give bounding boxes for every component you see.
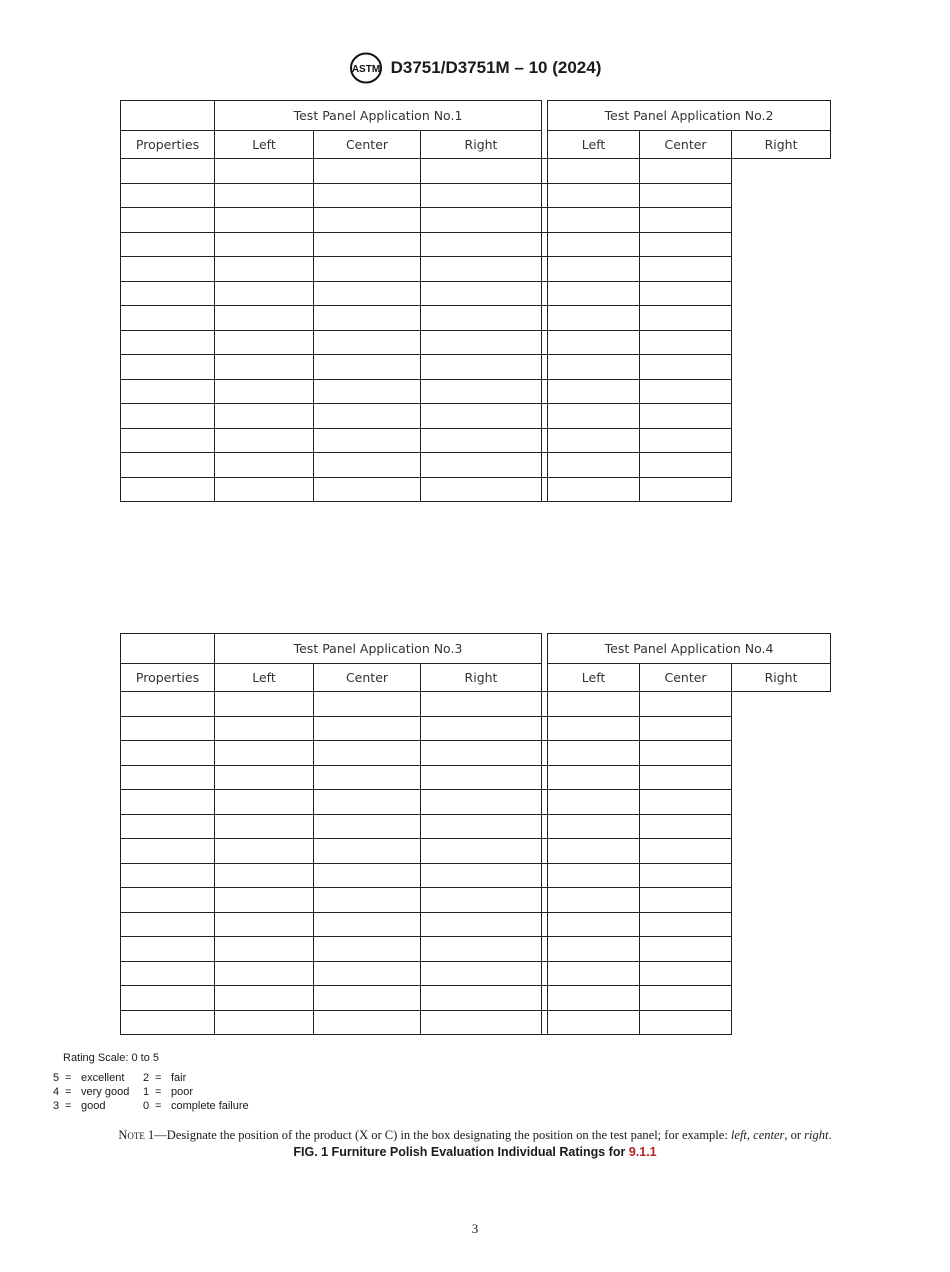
table-cell [314, 814, 421, 839]
page-header [0, 52, 950, 84]
column-header: Right [732, 131, 831, 159]
table-cell [640, 159, 732, 184]
table-cell [215, 428, 314, 453]
table-cell [548, 1010, 640, 1035]
equals-sign: = [65, 1086, 72, 1098]
table-cell [215, 281, 314, 306]
note-1: Note 1—Designate the position of the product (X or C) in the box designating the position on the test panel; for example: left, center, or right. [118, 1128, 832, 1142]
note-example-left: left [730, 1128, 747, 1142]
equals-sign: = [65, 1072, 72, 1084]
table-cell [421, 183, 542, 208]
table-cell [548, 379, 640, 404]
table-cell [640, 888, 732, 913]
table-row [121, 477, 831, 502]
table-cell [121, 986, 215, 1011]
column-header: Right [732, 664, 831, 692]
table-cell [640, 692, 732, 717]
column-header: Properties [121, 131, 215, 159]
table-cell [215, 379, 314, 404]
table-cell [640, 839, 732, 864]
table-cell [215, 741, 314, 766]
table-cell [421, 208, 542, 233]
svg-text:ASTM: ASTM [351, 64, 380, 75]
table-row [121, 790, 831, 815]
panel-header: Test Panel Application No.3 [215, 634, 542, 664]
table-row [121, 839, 831, 864]
table-row [121, 961, 831, 986]
empty-corner-cell [121, 634, 215, 664]
table-cell [314, 863, 421, 888]
table-cell [314, 330, 421, 355]
table-cell [548, 306, 640, 331]
table-cell [640, 379, 732, 404]
table-row [121, 379, 831, 404]
table-cell [215, 839, 314, 864]
table-cell [215, 716, 314, 741]
table-cell [548, 912, 640, 937]
table-row [121, 765, 831, 790]
table-cell [121, 330, 215, 355]
note-number: 1 [148, 1128, 155, 1142]
table-cell [314, 306, 421, 331]
table-cell [421, 888, 542, 913]
table-row [121, 814, 831, 839]
table-cell [215, 355, 314, 380]
table-cell [314, 404, 421, 429]
table-cell [314, 765, 421, 790]
table-cell [640, 790, 732, 815]
rating-number: 0 [143, 1100, 150, 1112]
table-cell [121, 355, 215, 380]
table-cell [421, 306, 542, 331]
table-cell [421, 379, 542, 404]
table-cell [314, 208, 421, 233]
table-cell [640, 330, 732, 355]
table-cell [215, 477, 314, 502]
table-cell [314, 428, 421, 453]
rating-label: poor [171, 1086, 194, 1098]
table-cell [314, 888, 421, 913]
rating-number: 2 [143, 1072, 150, 1084]
table-cell [421, 765, 542, 790]
rating-label: very good [81, 1086, 130, 1098]
table-cell [548, 716, 640, 741]
table-cell [314, 355, 421, 380]
table-cell [640, 986, 732, 1011]
table-cell [421, 790, 542, 815]
table-cell [640, 306, 732, 331]
astm-logo-icon [349, 52, 383, 84]
rating-number: 3 [53, 1100, 60, 1112]
rating-scale-legend [53, 1071, 249, 1113]
table-cell [314, 1010, 421, 1035]
table-cell [121, 937, 215, 962]
table-cell [215, 1010, 314, 1035]
table-cell [548, 961, 640, 986]
table-cell [640, 1010, 732, 1035]
table-row [121, 937, 831, 962]
table-cell [215, 183, 314, 208]
table-cell [421, 741, 542, 766]
ratings-table-2 [120, 633, 831, 1035]
table-row [121, 453, 831, 478]
table-cell [121, 232, 215, 257]
table-cell [640, 765, 732, 790]
table-cell [421, 232, 542, 257]
table-cell [314, 257, 421, 282]
table-cell [215, 404, 314, 429]
table-cell [215, 912, 314, 937]
panel-header: Test Panel Application No.1 [215, 101, 542, 131]
table-cell [640, 453, 732, 478]
column-header: Left [215, 664, 314, 692]
table-cell [640, 477, 732, 502]
table-cell [421, 453, 542, 478]
table-cell [548, 183, 640, 208]
table-cell [314, 477, 421, 502]
table-cell [548, 814, 640, 839]
column-header: Left [548, 131, 640, 159]
table-cell [640, 428, 732, 453]
table-cell [121, 281, 215, 306]
table-row [121, 281, 831, 306]
table-row [121, 741, 831, 766]
table-cell [640, 257, 732, 282]
table-cell [640, 281, 732, 306]
table-cell [121, 912, 215, 937]
table-cell [548, 937, 640, 962]
column-header: Left [215, 131, 314, 159]
table-row [121, 208, 831, 233]
table-cell [548, 232, 640, 257]
equals-sign: = [155, 1100, 162, 1112]
table-cell [314, 986, 421, 1011]
table-cell [215, 863, 314, 888]
table-cell [548, 888, 640, 913]
table-cell [548, 330, 640, 355]
table-cell [421, 477, 542, 502]
figure-caption [0, 1145, 950, 1159]
table-cell [314, 453, 421, 478]
table-cell [121, 257, 215, 282]
table-cell [548, 404, 640, 429]
table-row [121, 716, 831, 741]
table-cell [640, 937, 732, 962]
table-cell [548, 355, 640, 380]
table-cell [121, 306, 215, 331]
table-cell [314, 232, 421, 257]
table-cell [121, 404, 215, 429]
column-header: Center [314, 131, 421, 159]
table-cell [121, 741, 215, 766]
table-cell [121, 863, 215, 888]
table-cell [314, 937, 421, 962]
table-row [121, 330, 831, 355]
table-cell [121, 765, 215, 790]
table-cell [548, 257, 640, 282]
equals-sign: = [65, 1100, 72, 1112]
equals-sign: = [155, 1072, 162, 1084]
table-cell [121, 839, 215, 864]
column-header: Center [314, 664, 421, 692]
column-header: Center [640, 131, 732, 159]
table-cell [215, 208, 314, 233]
table-cell [215, 814, 314, 839]
table-cell [314, 183, 421, 208]
table-row [121, 863, 831, 888]
table-cell [121, 159, 215, 184]
table-cell [548, 765, 640, 790]
table-cell [314, 839, 421, 864]
note-example-center: center [753, 1128, 785, 1142]
table-cell [121, 716, 215, 741]
table-cell [640, 814, 732, 839]
table-cell [421, 986, 542, 1011]
table-cell [548, 986, 640, 1011]
table-cell [215, 453, 314, 478]
table-cell [121, 790, 215, 815]
table-cell [121, 208, 215, 233]
table-cell [314, 692, 421, 717]
table-cell [121, 888, 215, 913]
table-cell [121, 477, 215, 502]
table-cell [121, 379, 215, 404]
table-cell [421, 961, 542, 986]
column-header: Left [548, 664, 640, 692]
table-cell [548, 692, 640, 717]
note-text: —Designate the position of the product (X or C) in the box designating the position on the test panel; for example: [154, 1128, 731, 1142]
table-cell [215, 937, 314, 962]
table-cell [548, 453, 640, 478]
table-cell [640, 961, 732, 986]
table-cell [215, 692, 314, 717]
table-row [121, 912, 831, 937]
table-cell [640, 355, 732, 380]
rating-number: 1 [143, 1086, 150, 1098]
table-cell [421, 692, 542, 717]
table-cell [215, 257, 314, 282]
note-example-right: right [804, 1128, 829, 1142]
rating-label: good [81, 1100, 106, 1112]
rating-label: complete failure [171, 1100, 249, 1112]
table-cell [640, 232, 732, 257]
table-cell [314, 716, 421, 741]
table-cell [548, 428, 640, 453]
table-cell [121, 814, 215, 839]
table-cell [640, 716, 732, 741]
rating-scale-title: Rating Scale: 0 to 5 [63, 1052, 160, 1064]
table-row [121, 1010, 831, 1035]
table-cell [421, 839, 542, 864]
table-cell [215, 330, 314, 355]
table-cell [548, 741, 640, 766]
table-cell [421, 428, 542, 453]
note-label: Note [118, 1128, 145, 1142]
column-header: Right [421, 131, 542, 159]
table-cell [640, 183, 732, 208]
table-cell [215, 232, 314, 257]
table-cell [314, 912, 421, 937]
column-header: Properties [121, 664, 215, 692]
table-cell [548, 159, 640, 184]
table-cell [548, 477, 640, 502]
table-cell [121, 183, 215, 208]
table-cell [421, 937, 542, 962]
table-cell [121, 961, 215, 986]
table-cell [314, 379, 421, 404]
column-header: Center [640, 664, 732, 692]
table-cell [421, 404, 542, 429]
table-cell [421, 355, 542, 380]
table-cell [421, 863, 542, 888]
table-cell [421, 330, 542, 355]
table-row [121, 404, 831, 429]
table-cell [314, 741, 421, 766]
table-cell [548, 281, 640, 306]
table-cell [421, 912, 542, 937]
table-row [121, 888, 831, 913]
table-cell [548, 790, 640, 815]
table-row [121, 692, 831, 717]
column-header: Right [421, 664, 542, 692]
table-cell [121, 692, 215, 717]
page-number: 3 [471, 1221, 479, 1236]
equals-sign: = [155, 1086, 162, 1098]
empty-corner-cell [121, 101, 215, 131]
table-cell [215, 961, 314, 986]
table-cell [121, 1010, 215, 1035]
table-cell [421, 159, 542, 184]
rating-label: fair [171, 1072, 187, 1084]
table-row [121, 306, 831, 331]
table-cell [215, 306, 314, 331]
table-cell [215, 765, 314, 790]
table-cell [640, 404, 732, 429]
table-cell [421, 281, 542, 306]
table-cell [421, 1010, 542, 1035]
rating-scale [53, 1051, 249, 1113]
table-cell [640, 208, 732, 233]
table-cell [548, 863, 640, 888]
table-cell [640, 741, 732, 766]
table-cell [215, 888, 314, 913]
table-cell [121, 428, 215, 453]
caption-text: FIG. 1 Furniture Polish Evaluation Individual Ratings for [293, 1145, 629, 1159]
panel-header: Test Panel Application No.2 [548, 101, 831, 131]
table-cell [121, 453, 215, 478]
table-cell [548, 839, 640, 864]
ratings-table-1 [120, 100, 831, 502]
table-cell [314, 790, 421, 815]
table-row [121, 232, 831, 257]
table-cell [421, 814, 542, 839]
table-row [121, 355, 831, 380]
rating-number: 4 [53, 1086, 60, 1098]
table-cell [314, 281, 421, 306]
rating-label: excellent [81, 1072, 125, 1084]
table-row [121, 183, 831, 208]
table-cell [215, 790, 314, 815]
table-cell [314, 961, 421, 986]
section-reference-link[interactable]: 9.1.1 [628, 1145, 657, 1159]
rating-number: 5 [53, 1072, 60, 1084]
table-cell [421, 257, 542, 282]
document-id: D3751/D3751M – 10 (2024) [390, 58, 602, 77]
table-row [121, 159, 831, 184]
table-cell [640, 912, 732, 937]
table-row [121, 257, 831, 282]
table-cell [215, 986, 314, 1011]
table-cell [215, 159, 314, 184]
table-cell [548, 208, 640, 233]
table-cell [640, 863, 732, 888]
table-row [121, 986, 831, 1011]
table-cell [421, 716, 542, 741]
table-row [121, 428, 831, 453]
table-cell [314, 159, 421, 184]
panel-header: Test Panel Application No.4 [548, 634, 831, 664]
